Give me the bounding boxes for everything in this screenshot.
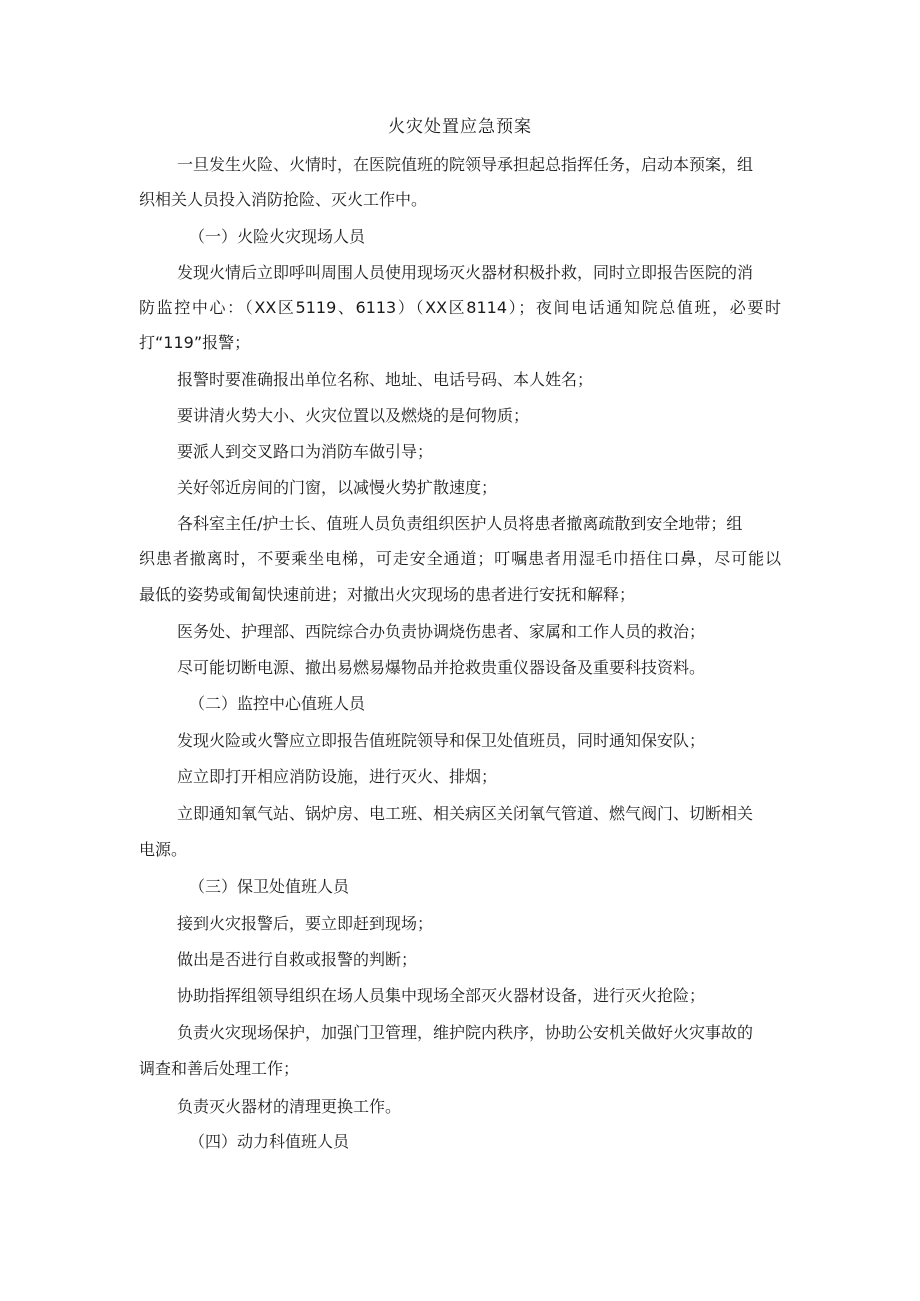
document-title: 火灾处置应急预案 bbox=[388, 117, 532, 137]
intro-line-1: 一旦发生火险、火情时，在医院值班的院领导承担起总指挥任务，启动本预案，组 bbox=[177, 155, 754, 174]
s2-p1: 发现火险或火警应立即报告值班院领导和保卫处值班员，同时通知保安队； bbox=[177, 731, 706, 750]
s2-p3-line-2: 电源。 bbox=[139, 840, 188, 859]
s1-p1-line-3: 打“119”报警； bbox=[139, 333, 251, 352]
section-2-heading: （二）监控中心值班人员 bbox=[189, 694, 366, 713]
section-4-heading: （四）动力科值班人员 bbox=[189, 1132, 350, 1151]
section-3-heading: （三）保卫处值班人员 bbox=[189, 877, 350, 896]
s1-p8: 尽可能切断电源、撤出易燃易爆物品并抢救贵重仪器设备及重要科技资料。 bbox=[177, 658, 706, 677]
s3-p4-line-1: 负责火灾现场保护，加强门卫管理，维护院内秩序，协助公安机关做好火灾事故的 bbox=[177, 1023, 754, 1042]
s3-p4-line-2: 调查和善后处理工作； bbox=[139, 1059, 300, 1078]
intro-line-2: 织相关人员投入消防抢险、灭火工作中。 bbox=[139, 190, 428, 209]
s3-p1: 接到火灾报警后，要立即赶到现场； bbox=[177, 914, 434, 933]
s1-p1-line-2: 防监控中心：（XX区5119、6113）（XX区8114）；夜间电话通知院总值班，必要时 bbox=[139, 298, 781, 317]
s2-p2: 应立即打开相应消防设施，进行灭火、排烟； bbox=[177, 767, 498, 786]
s3-p5: 负责灭火器材的清理更换工作。 bbox=[177, 1097, 402, 1116]
s1-p3: 要讲清火势大小、火灾位置以及燃烧的是何物质； bbox=[177, 406, 530, 425]
s2-p3-line-1: 立即通知氧气站、锅炉房、电工班、相关病区关闭氧气管道、燃气阀门、切断相关 bbox=[177, 804, 754, 823]
s1-p1-line-1: 发现火情后立即呼叫周围人员使用现场灭火器材积极扑救，同时立即报告医院的消 bbox=[177, 263, 754, 282]
s1-p6-line-3: 最低的姿势或匍匐快速前进；对撤出火灾现场的患者进行安抚和解释； bbox=[139, 585, 636, 604]
s1-p2: 报警时要准确报出单位名称、地址、电话号码、本人姓名； bbox=[177, 370, 594, 389]
s3-p3: 协助指挥组领导组织在场人员集中现场全部灭火器材设备，进行灭火抢险； bbox=[177, 986, 706, 1005]
s1-p6-line-1: 各科室主任/护士长、值班人员负责组织医护人员将患者撤离疏散到安全地带；组 bbox=[177, 514, 743, 533]
s1-p7: 医务处、护理部、西院综合办负责协调烧伤患者、家属和工作人员的救治； bbox=[177, 622, 706, 641]
s1-p4: 要派人到交叉路口为消防车做引导； bbox=[177, 442, 434, 461]
s1-p6-line-2: 织患者撤离时，不要乘坐电梯，可走安全通道；叮嘱患者用湿毛巾捂住口鼻，尽可能以 bbox=[139, 549, 781, 568]
s3-p2: 做出是否进行自救或报警的判断； bbox=[177, 950, 418, 969]
s1-p5: 关好邻近房间的门窗，以减慢火势扩散速度； bbox=[177, 478, 498, 497]
section-1-heading: （一）火险火灾现场人员 bbox=[189, 227, 366, 246]
